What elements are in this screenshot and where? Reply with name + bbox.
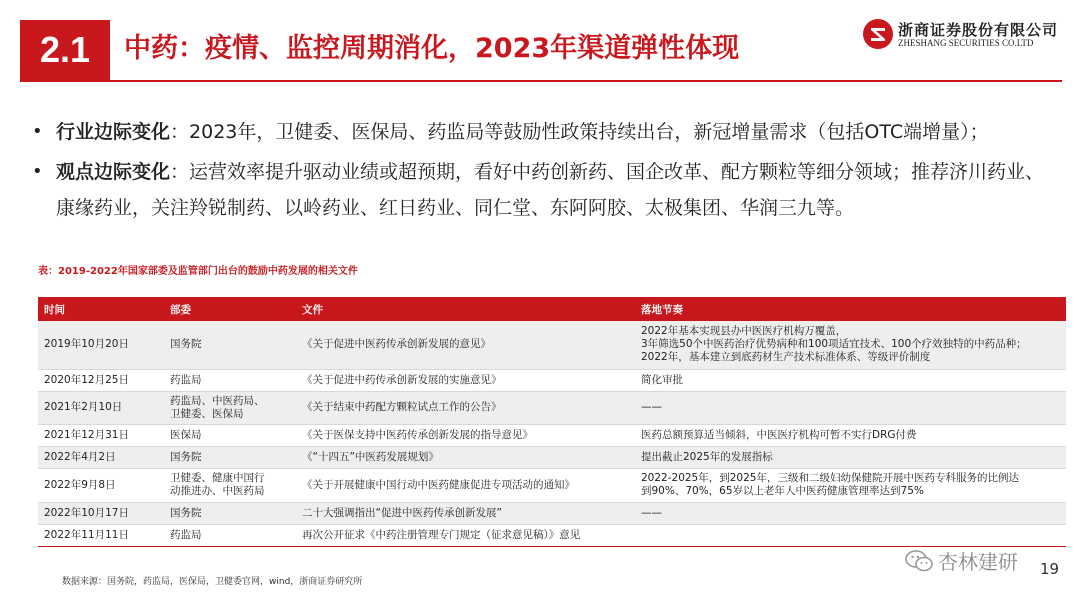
logo-english-name: ZHESHANG SECURITIES CO.LTD — [898, 38, 1034, 48]
bullet-text: ：运营效率提升驱动业绩或超预期，看好中药创新药、国企改革、配方颗粒等细分领域；推荐济川药业、康缘药业，关注羚锐制药、以岭药业、红日药业、同仁堂、东阿阿胶、太极集团、华润三九等。 — [56, 161, 1045, 219]
cell-date: 2022年10月17日 — [38, 502, 164, 524]
cell-date: 2022年11月11日 — [38, 524, 164, 546]
cell-dept: 药监局 — [164, 524, 296, 546]
slide-title: 中药：疫情、监控周期消化，2023年渠道弹性体现 — [124, 33, 740, 64]
cell-pace: 医药总额预算适当倾斜，中医医疗机构可暂不实行DRG付费 — [635, 424, 1066, 446]
cell-pace: —— — [635, 502, 1066, 524]
table-row — [38, 369, 1066, 391]
cell-pace: 2022-2025年，到2025年，三级和二级妇幼保健院开展中医药专科服务的比例达 到90%、70%，65岁以上老年人中医药健康管理率达到75% — [635, 468, 1066, 502]
table-row — [38, 524, 1066, 546]
cell-dept: 国务院 — [164, 446, 296, 468]
cell-document: 二十大强调指出“促进中医药传承创新发展” — [296, 502, 635, 524]
cell-document: 《“十四五”中医药发展规划》 — [296, 446, 635, 468]
bullet-dot-icon: • — [32, 161, 43, 182]
wechat-watermark — [904, 546, 1018, 575]
cell-dept: 国务院 — [164, 321, 296, 369]
wechat-icon — [904, 549, 934, 573]
bullet-text: ：2023年，卫健委、医保局、药监局等鼓励性政策持续出台，新冠增量需求（包括OTC端增量）； — [170, 121, 989, 143]
table-row — [38, 391, 1066, 424]
cell-pace: 2022年基本实现县办中医医疗机构万覆盖， 3年筛选50个中医药治疗优势病种和100项适宜技术、100个疗效独特的中药品种； 2022年，基本建立到底药材生产技术标准体系、等级评价制度 — [635, 321, 1066, 369]
cell-document: 《关于医保支持中医药传承创新发展的指导意见》 — [296, 424, 635, 446]
logo-chinese-name: 浙商证券股份有限公司 — [898, 21, 1059, 39]
header-divider — [20, 80, 1062, 82]
bullet-view-change — [30, 154, 1060, 226]
cell-document: 《关于开展健康中国行动中医药健康促进专项活动的通知》 — [296, 468, 635, 502]
cell-date: 2021年2月10日 — [38, 391, 164, 424]
cell-date: 2019年10月20日 — [38, 321, 164, 369]
cell-document: 《关于促进中药传承创新发展的实施意见》 — [296, 369, 635, 391]
table-row — [38, 468, 1066, 502]
slide-header — [0, 0, 1080, 80]
table-row — [38, 446, 1066, 468]
cell-date: 2020年12月25日 — [38, 369, 164, 391]
column-header-pace: 落地节奏 — [635, 297, 1066, 321]
cell-document: 再次公开征求《中药注册管理专门规定（征求意见稿）》意见 — [296, 524, 635, 546]
cell-date: 2022年9月8日 — [38, 468, 164, 502]
table-row — [38, 424, 1066, 446]
bullet-dot-icon: • — [32, 121, 43, 142]
page-number: 19 — [1040, 560, 1060, 578]
section-number-badge: 2.1 — [20, 20, 110, 80]
table-caption: 表：2019-2022年国家部委及监管部门出台的鼓励中药发展的相关文件 — [38, 266, 358, 277]
column-header-dept: 部委 — [164, 297, 296, 321]
bullet-lead: 行业边际变化 — [56, 121, 171, 143]
cell-dept: 药监局、中医药局、 卫健委、医保局 — [164, 391, 296, 424]
table-row — [38, 502, 1066, 524]
cell-dept: 国务院 — [164, 502, 296, 524]
bullet-list — [30, 114, 1060, 230]
company-logo — [862, 18, 1062, 52]
cell-pace: —— — [635, 391, 1066, 424]
cell-pace — [635, 524, 1066, 546]
cell-date: 2022年4月2日 — [38, 446, 164, 468]
cell-pace: 简化审批 — [635, 369, 1066, 391]
cell-dept: 医保局 — [164, 424, 296, 446]
table-row — [38, 321, 1066, 369]
cell-pace: 提出截止2025年的发展指标 — [635, 446, 1066, 468]
data-source-note: 数据来源：国务院，药监局，医保局，卫健委官网，wind，浙商证券研究所 — [62, 577, 363, 587]
zheshang-logo-icon — [862, 18, 894, 50]
cell-dept: 卫健委、健康中国行 动推进办、中医药局 — [164, 468, 296, 502]
bullet-lead: 观点边际变化 — [56, 161, 171, 183]
cell-document: 《关于结束中药配方颗粒试点工作的公告》 — [296, 391, 635, 424]
table-header-row — [38, 297, 1066, 321]
cell-date: 2021年12月31日 — [38, 424, 164, 446]
watermark-text: 杏林建研 — [938, 550, 1018, 574]
cell-dept: 药监局 — [164, 369, 296, 391]
column-header-date: 时间 — [38, 297, 164, 321]
cell-document: 《关于促进中医药传承创新发展的意见》 — [296, 321, 635, 369]
bullet-industry-change — [30, 114, 1060, 150]
policy-documents-table — [38, 297, 1066, 547]
column-header-document: 文件 — [296, 297, 635, 321]
